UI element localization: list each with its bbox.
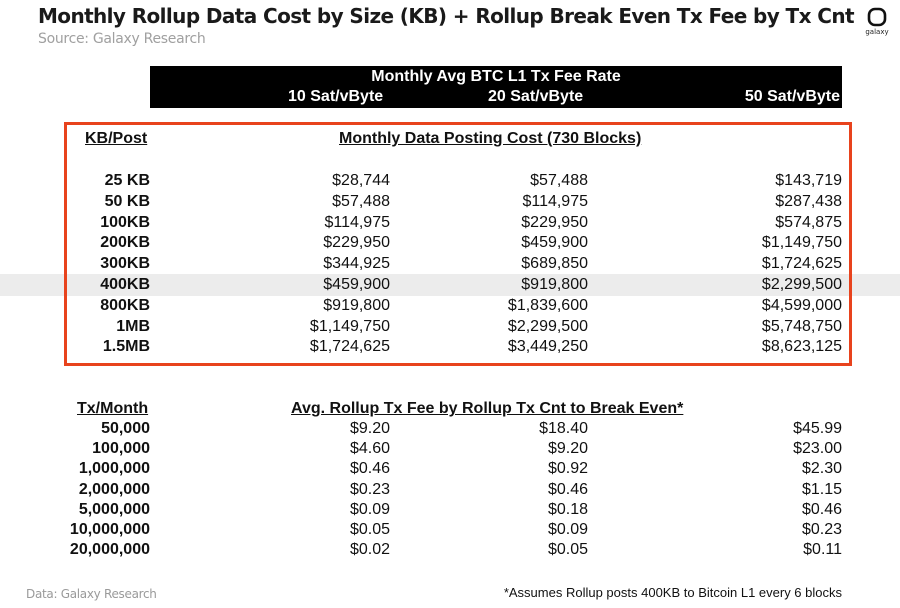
column-header-10-sat: 10 Sat/vByte [288,88,384,105]
break-even-cell: $0.09 [547,521,588,538]
data-cost-row-label: 200KB [100,234,150,252]
data-cost-cell: $459,900 [521,234,588,252]
data-cost-cell: $1,149,750 [761,234,842,252]
data-cost-row-label: 400KB [100,276,150,293]
data-cost-cell: $3,449,250 [507,338,588,356]
data-cost-cell: $229,950 [521,213,588,231]
data-cost-cell: $689,850 [521,255,588,273]
data-posting-cost-title: Monthly Data Posting Cost (730 Blocks) [339,130,642,147]
data-cost-row-label: 50 KB [104,192,150,210]
data-cost-cell: $114,975 [324,213,390,231]
galaxy-logo [858,7,896,36]
break-even-cell: $0.92 [547,460,588,478]
footnote: *Assumes Rollup posts 400KB to Bitcoin L1 every 6 blocks [503,585,842,600]
fee-rate-group-header: Monthly Avg BTC L1 Tx Fee Rate [371,68,621,85]
break-even-row-label: 2,000,000 [78,480,150,498]
data-cost-cell: $2,299,500 [507,317,588,335]
data-source-footer: Data: Galaxy Research [26,587,157,601]
data-cost-cell: $1,839,600 [507,296,588,314]
break-even-cell: $0.23 [801,521,842,538]
break-even-cell: $0.11 [803,541,842,559]
break-even-cell: $45.99 [793,420,842,437]
data-cost-cell: $57,488 [332,192,390,210]
chart-subtitle: Source: Galaxy Research [38,31,206,47]
data-cost-cell: $143,719 [775,172,842,189]
break-even-cell: $0.18 [547,500,588,518]
data-cost-cell: $1,724,625 [761,255,842,273]
break-even-row-label: 1,000,000 [78,460,150,478]
data-cost-cell: $114,975 [522,192,588,210]
data-cost-cell: $5,748,750 [761,317,842,335]
data-cost-row-label: 25 KB [104,172,150,189]
break-even-row-label: 50,000 [101,420,150,437]
chart-title: Monthly Rollup Data Cost by Size (KB) + Rollup Break Even Tx Fee by Tx Cnt [38,4,854,28]
break-even-cell: $0.23 [349,480,390,498]
data-cost-cell: $344,925 [323,255,390,273]
break-even-fee-title: Avg. Rollup Tx Fee by Rollup Tx Cnt to Break Even* [291,400,684,417]
data-cost-row-label: 1.5MB [102,338,150,356]
break-even-cell: $9.20 [547,440,588,458]
break-even-cell: $1.15 [801,480,842,498]
kb-post-header: KB/Post [85,130,148,147]
galaxy-logo-text: galaxy [865,28,889,36]
column-header-50-sat: 50 Sat/vByte [744,88,840,105]
data-cost-cell: $919,800 [323,296,390,314]
break-even-cell: $4.60 [349,440,390,458]
break-even-cell: $18.40 [539,420,588,437]
break-even-cell: $9.20 [349,420,390,437]
data-cost-cell: $28,744 [332,172,390,189]
data-cost-cell: $574,875 [775,213,842,231]
data-cost-cell: $919,800 [521,276,588,293]
break-even-cell: $0.05 [547,541,588,559]
break-even-cell: $0.46 [801,500,842,518]
break-even-row-label: 20,000,000 [69,541,150,559]
data-cost-cell: $459,900 [323,276,390,293]
data-cost-row-label: 1MB [116,317,150,335]
break-even-row-label: 5,000,000 [78,500,150,518]
break-even-cell: $0.09 [349,500,390,518]
break-even-row-label: 100,000 [92,440,150,458]
tx-month-header: Tx/Month [77,400,149,417]
data-cost-cell: $287,438 [775,192,842,210]
data-cost-highlight-box [64,122,852,366]
column-header-20-sat: 20 Sat/vByte [488,88,584,105]
break-even-cell: $0.46 [349,460,390,478]
fee-rate-header-bar [150,66,842,108]
data-cost-cell: $229,950 [323,234,390,252]
data-cost-cell: $8,623,125 [761,338,842,356]
galaxy-logo-icon [867,7,887,27]
data-cost-row-label: 100KB [100,213,150,231]
break-even-cell: $23.00 [793,440,842,458]
data-cost-cell: $4,599,000 [761,296,842,314]
data-cost-cell: $1,149,750 [309,317,390,335]
data-cost-row-label: 300KB [100,255,150,273]
data-cost-cell: $2,299,500 [761,276,842,293]
break-even-cell: $2.30 [801,460,842,478]
data-cost-cell: $1,724,625 [309,338,390,356]
break-even-cell: $0.02 [349,541,390,559]
break-even-row-label: 10,000,000 [69,521,150,538]
break-even-cell: $0.05 [349,521,390,538]
break-even-cell: $0.46 [547,480,588,498]
data-cost-row-label: 800KB [100,296,150,314]
data-cost-cell: $57,488 [530,172,588,189]
